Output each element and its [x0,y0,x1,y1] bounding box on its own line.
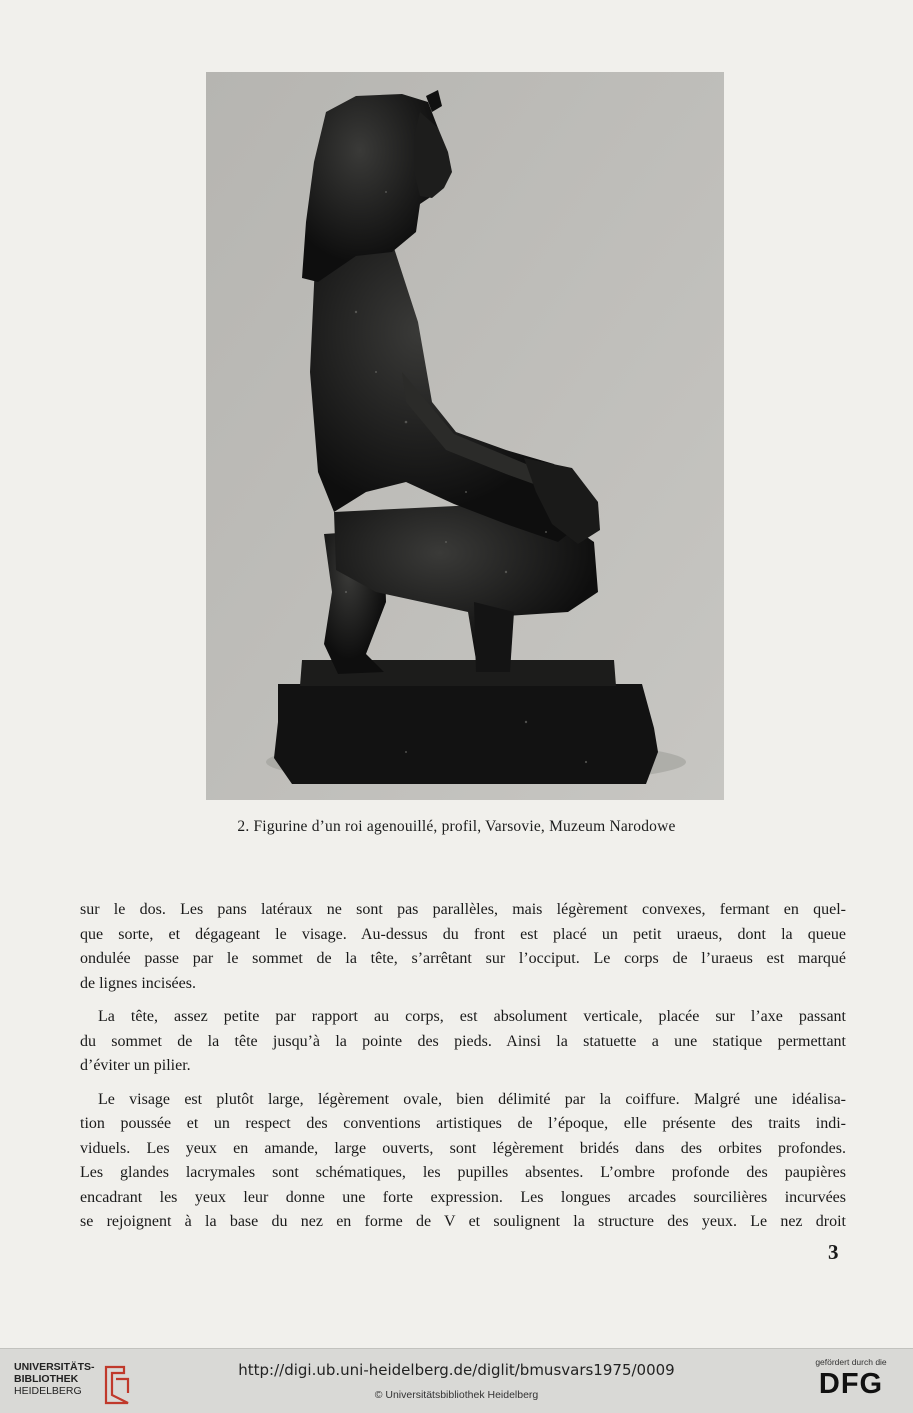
copyright-notice: © Universitätsbibliothek Heidelberg [374,1389,539,1401]
paragraph-1 [80,898,846,996]
text-line: de lignes incisées. [80,974,196,992]
text-line: La tête, assez petite par rapport au corps, est absolument verticale, placée sur l’axe passant [98,1008,846,1025]
paragraph-2 [80,1005,846,1079]
page-number: 3 [828,1240,839,1264]
text-line: Les glandes lacrymales sont schématiques, les pupilles absentes. L’ombre profonde des paupières [80,1164,846,1181]
viewer-footer [0,1348,913,1413]
dfg-mark: DFG [818,1368,884,1400]
text-line: du sommet de la tête jusqu’à la pointe des pieds. Ainsi la statuette a une statique permettant [80,1032,846,1050]
library-name-line: BIBLIOTHEK [14,1373,79,1385]
text-line: se rejoignent à la base du nez en forme de V et soulignent la structure des yeux. Le nez droit [80,1213,846,1230]
text-line: Le visage est plutôt large, légèrement ovale, bien délimité par la coiffure. Malgré une idéalisa- [98,1090,846,1108]
kneeling-king-statuette-photo [206,72,724,800]
library-name-line: UNIVERSITÄTS- [14,1361,95,1373]
text-line: encadrant les yeux leur donne une forte expression. Les longues arcades sourcilières incurvées [80,1188,846,1206]
text-line: d’éviter un pilier. [80,1057,191,1074]
paragraph-3 [80,1088,846,1235]
body-text [80,898,846,1244]
text-line: tion poussée et un respect des conventions artistiques de l’époque, elle présente des traits indi- [80,1115,846,1132]
text-line: sur le dos. Les pans latéraux ne sont pas parallèles, mais légèrement convexes, fermant en quel- [80,901,846,918]
figure-caption: 2. Figurine d’un roi agenouillé, profil, Varsovie, Muzeum Narodowe [237,818,676,835]
permalink-url[interactable]: http://digi.ub.uni-heidelberg.de/diglit/bmusvars1975/0009 [238,1361,675,1379]
library-name-line: HEIDELBERG [14,1385,82,1397]
funding-label: gefördert durch die [815,1357,887,1367]
dfg-logo[interactable] [805,1357,897,1407]
text-line: que sorte, et dégageant le visage. Au-dessus du front est placé un petit uraeus, dont la queue [80,925,846,943]
figure-photo [206,72,724,800]
text-line: viduels. Les yeux en amande, large ouverts, sont légèrement bridés dans des orbites profondes. [80,1139,846,1157]
text-line: ondulée passe par le sommet de la tête, s’arrêtant sur l’occiput. Le corps de l’uraeus est marqué [80,950,846,967]
